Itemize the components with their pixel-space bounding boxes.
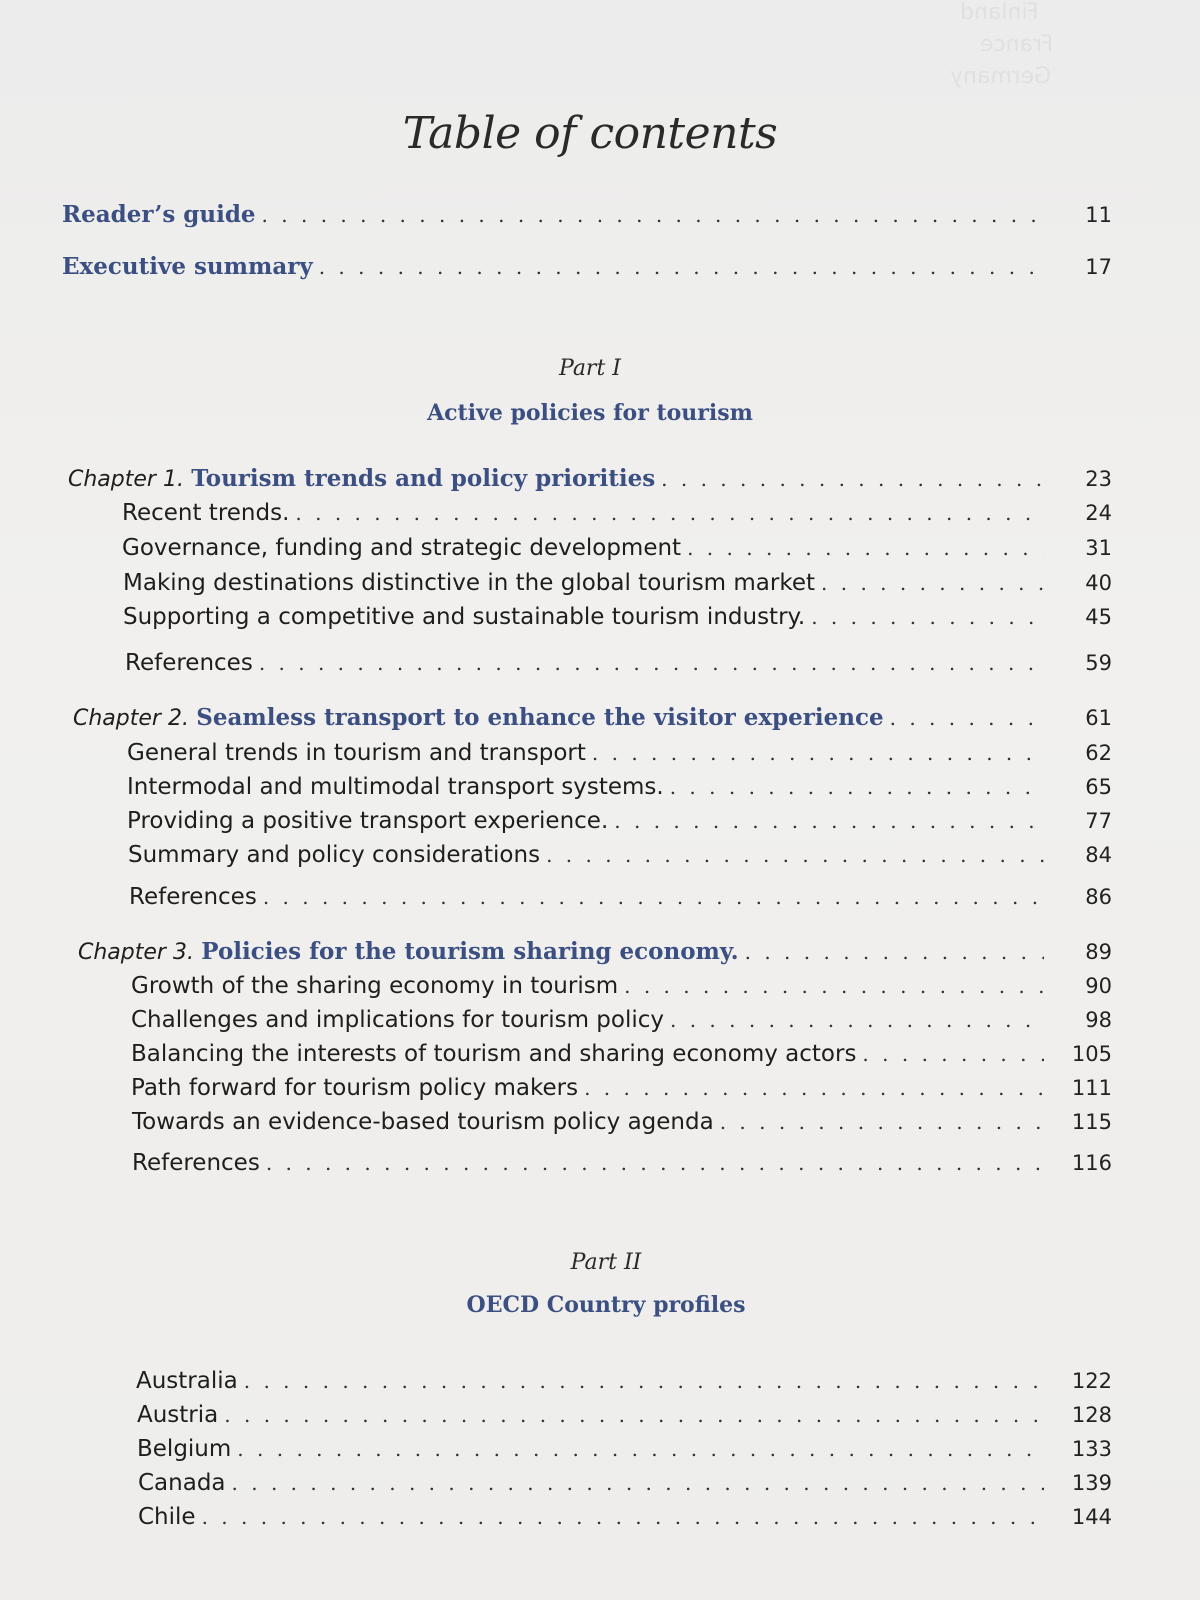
toc-section[interactable] [132, 1107, 1112, 1137]
toc-section[interactable] [131, 1005, 1112, 1035]
leader-dots [614, 806, 1044, 836]
section-label: Towards an evidence-based tourism policy agenda [132, 1109, 714, 1135]
chapter-prefix: Chapter 2. [73, 706, 189, 731]
part-label: Part I [559, 356, 621, 381]
bleed-through-text: Finland [960, 0, 1039, 25]
section-label: References [132, 1150, 260, 1176]
toc-country-entry[interactable] [137, 1434, 1112, 1464]
leader-dots [319, 252, 1044, 282]
country-label: Austria [137, 1402, 219, 1428]
page-number: 77 [1085, 809, 1112, 833]
chapter-prefix: Chapter 3. [78, 940, 194, 965]
section-label: References [129, 884, 257, 910]
page-number: 31 [1085, 536, 1112, 560]
section-label: Governance, funding and strategic development [122, 535, 682, 561]
leader-dots [890, 703, 1044, 733]
section-label: Path forward for tourism policy makers [131, 1075, 579, 1101]
leader-dots [295, 498, 1044, 528]
leader-dots [624, 971, 1044, 1001]
page-number: 98 [1085, 1008, 1112, 1032]
leader-dots [266, 1148, 1044, 1178]
leader-dots [259, 648, 1044, 678]
section-label: Challenges and implications for tourism policy [131, 1007, 664, 1033]
section-label: Intermodal and multimodal transport systems. [127, 774, 664, 800]
toc-entry-readers-guide[interactable] [62, 200, 1112, 230]
section-label: Balancing the interests of tourism and sharing economy actors [131, 1041, 857, 1067]
leader-dots [661, 464, 1044, 494]
part-title: Active policies for tourism [427, 400, 753, 426]
leader-dots [202, 1502, 1044, 1532]
leader-dots [811, 602, 1044, 632]
page-number: 65 [1085, 775, 1112, 799]
leader-dots [720, 1107, 1044, 1137]
chapter-title: Tourism trends and policy priorities [191, 465, 656, 492]
toc-section[interactable] [129, 882, 1112, 912]
toc-country-entry[interactable] [137, 1400, 1112, 1430]
page-number: 128 [1071, 1403, 1112, 1427]
toc-section[interactable] [131, 1073, 1112, 1103]
leader-dots [262, 200, 1044, 230]
leader-dots [263, 882, 1044, 912]
toc-country-entry[interactable] [138, 1502, 1112, 1532]
page-title: Table of contents [402, 108, 778, 159]
leader-dots [821, 568, 1044, 598]
page-number: 23 [1085, 467, 1112, 491]
leader-dots [670, 1005, 1044, 1035]
leader-dots [244, 1366, 1044, 1396]
chapter-title: Policies for the tourism sharing economy. [201, 938, 739, 965]
toc-section[interactable] [131, 1039, 1112, 1069]
country-label: Australia [136, 1368, 238, 1394]
country-label: Belgium [137, 1436, 232, 1462]
section-label: General trends in tourism and transport [127, 740, 586, 766]
page-number: 144 [1071, 1505, 1112, 1529]
page-number: 105 [1071, 1042, 1112, 1066]
toc-country-entry[interactable] [138, 1468, 1112, 1498]
page-number: 90 [1085, 974, 1112, 998]
toc-chapter-2[interactable] [73, 703, 1112, 734]
chapter-prefix: Chapter 1. [68, 467, 184, 492]
page-number: 45 [1085, 605, 1112, 629]
page-number: 24 [1085, 501, 1112, 525]
toc-section[interactable] [132, 1148, 1112, 1178]
section-label: References [125, 650, 253, 676]
entry-label: Reader’s guide [62, 201, 256, 228]
section-label: Providing a positive transport experience. [127, 808, 609, 834]
section-label: Growth of the sharing economy in tourism [131, 973, 619, 999]
page-number: 17 [1085, 255, 1112, 279]
toc-chapter-1[interactable] [68, 464, 1112, 495]
page-number: 84 [1085, 843, 1112, 867]
leader-dots [546, 840, 1044, 870]
page-number: 89 [1085, 940, 1112, 964]
toc-section[interactable] [125, 648, 1112, 678]
leader-dots [670, 772, 1044, 802]
toc-section[interactable] [128, 840, 1112, 870]
chapter-title: Seamless transport to enhance the visitor experience [196, 704, 884, 731]
page-number: 133 [1071, 1437, 1112, 1461]
page-number: 11 [1085, 203, 1112, 227]
country-label: Chile [138, 1504, 196, 1530]
bleed-through-text: France [980, 32, 1054, 57]
part-title: OECD Country profiles [466, 1292, 746, 1318]
leader-dots [584, 1073, 1044, 1103]
leader-dots [232, 1468, 1044, 1498]
leader-dots [862, 1039, 1044, 1069]
section-label: Supporting a competitive and sustainable tourism industry. [123, 604, 806, 630]
toc-section[interactable] [123, 602, 1112, 632]
leader-dots [745, 937, 1044, 967]
page-number: 86 [1085, 885, 1112, 909]
page-number: 40 [1085, 571, 1112, 595]
page-number: 122 [1071, 1369, 1112, 1393]
toc-section[interactable] [127, 772, 1112, 802]
country-label: Canada [138, 1470, 226, 1496]
leader-dots [592, 738, 1044, 768]
page-number: 115 [1071, 1110, 1112, 1134]
section-label: Summary and policy considerations [128, 842, 541, 868]
leader-dots [237, 1434, 1044, 1464]
page-number: 139 [1071, 1471, 1112, 1495]
page-number: 116 [1071, 1151, 1112, 1175]
bleed-through-text: Germany [950, 64, 1052, 89]
page-number: 59 [1085, 651, 1112, 675]
toc-entry-executive-summary[interactable] [62, 252, 1112, 282]
toc-country-entry[interactable] [136, 1366, 1112, 1396]
leader-dots [224, 1400, 1044, 1430]
page-number: 111 [1071, 1076, 1112, 1100]
page-number: 61 [1085, 706, 1112, 730]
section-label: Making destinations distinctive in the global tourism market [123, 570, 816, 596]
toc-section[interactable] [127, 738, 1112, 768]
toc-section[interactable] [122, 533, 1112, 563]
part-label: Part II [570, 1250, 642, 1275]
toc-section[interactable] [122, 498, 1112, 528]
toc-section[interactable] [131, 971, 1112, 1001]
page-number: 62 [1085, 741, 1112, 765]
entry-label: Executive summary [62, 253, 313, 280]
toc-section[interactable] [127, 806, 1112, 836]
section-label: Recent trends. [122, 500, 290, 526]
toc-section[interactable] [123, 568, 1112, 598]
leader-dots [687, 533, 1044, 563]
toc-chapter-3[interactable] [78, 937, 1112, 968]
